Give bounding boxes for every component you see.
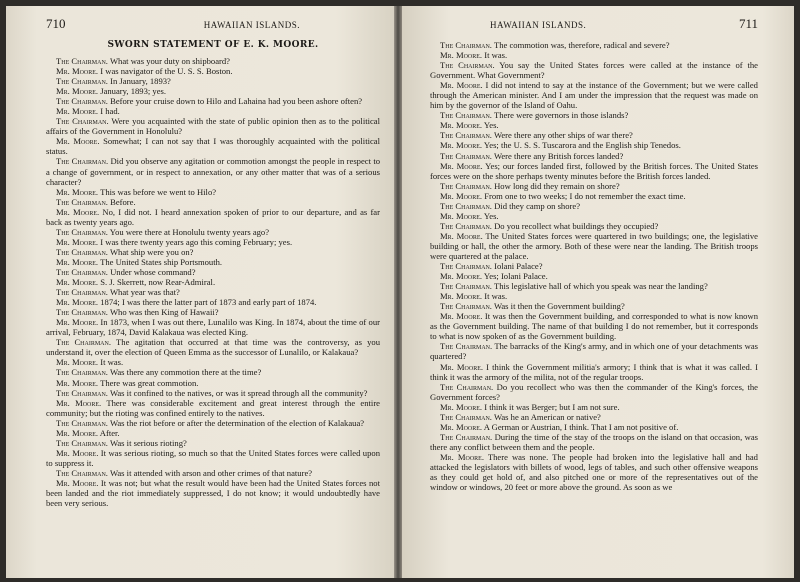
- testimony-text: I was there twenty years ago this coming February; yes.: [98, 236, 293, 247]
- testimony-text: I think it was Berger; but I am not sure.: [482, 401, 620, 412]
- testimony-text: A German or Austrian, I think. That I am not positive of.: [482, 421, 679, 432]
- testimony-text: In 1873, when I was out there, Lunalilo was King. In 1874, about the time of our arrival, February, 1874, David Kalakaua was elected King.: [46, 317, 380, 338]
- speaker-label: Mr. Moore.: [440, 50, 483, 61]
- right-page-number: 711: [738, 16, 758, 31]
- testimony-paragraph: [46, 448, 380, 468]
- left-running-head: [46, 16, 380, 32]
- testimony-text: Was he an American or native?: [491, 411, 601, 422]
- testimony-text: Was it then the Government building?: [491, 301, 625, 312]
- testimony-text: It was serious rioting, so much so that the United States forces were called upon to suppress it.: [46, 447, 380, 468]
- testimony-paragraph: [430, 80, 758, 110]
- testimony-text: The commotion was, therefore, radical and severe?: [491, 40, 670, 50]
- testimony-paragraph: [46, 56, 380, 66]
- speaker-label: The Chairman.: [56, 246, 108, 257]
- testimony-paragraph: [430, 422, 758, 432]
- testimony-paragraph: [430, 120, 758, 130]
- speaker-label: The Chairman.: [56, 116, 109, 127]
- testimony-paragraph: [430, 50, 758, 60]
- testimony-text: There were governors in those islands?: [491, 110, 629, 121]
- speaker-label: The Chairman.: [440, 200, 492, 211]
- speaker-label: The Chairman.: [56, 76, 108, 87]
- testimony-text: Do you recollect what buildings they occupied?: [491, 220, 659, 231]
- speaker-label: Mr. Moore.: [56, 447, 99, 458]
- speaker-label: Mr. Moore.: [56, 357, 99, 368]
- testimony-paragraph: [430, 291, 758, 301]
- speaker-label: Mr. Moore.: [440, 451, 484, 462]
- testimony-paragraph: [430, 191, 758, 201]
- testimony-paragraph: [46, 257, 380, 267]
- testimony-paragraph: [46, 337, 380, 357]
- speaker-label: Mr. Moore.: [440, 80, 483, 91]
- testimony-paragraph: [46, 307, 380, 317]
- testimony-text: Before.: [107, 196, 136, 207]
- testimony-text: From one to two weeks; I do not remember the exact time.: [482, 190, 686, 201]
- speaker-label: Mr. Moore.: [56, 136, 100, 147]
- testimony-text: It was.: [482, 50, 508, 61]
- speaker-label: The Chairman.: [440, 341, 493, 352]
- testimony-text: I think the Government militia's armory; I think that is what it was called. I think it was the armory of the milita, not of the regular troops.: [430, 361, 758, 382]
- speaker-label: Mr. Moore.: [56, 256, 99, 267]
- testimony-text: Yes; Iolani Palace.: [482, 271, 548, 282]
- testimony-text: During the time of the stay of the troops on the island on that occasion, was there any conflict between them and the people.: [430, 431, 758, 452]
- testimony-paragraph: [46, 66, 380, 76]
- left-page: [6, 6, 394, 578]
- testimony-paragraph: [46, 136, 380, 156]
- testimony-text: January, 1893; yes.: [98, 86, 167, 97]
- testimony-text: Do you recollect who was then the commander of the King's forces, the Government forces?: [430, 381, 758, 402]
- testimony-paragraph: [430, 151, 758, 161]
- testimony-paragraph: [46, 227, 380, 237]
- testimony-text: After.: [98, 427, 120, 438]
- testimony-paragraph: [430, 181, 758, 191]
- testimony-paragraph: [46, 388, 380, 398]
- testimony-text: I did not intend to say at the instance of the Government; but we were called through the American minister. And I am under the impression that the request was made on him by the governor of the Island of Oahu.: [430, 80, 758, 111]
- testimony-paragraph: [46, 187, 380, 197]
- speaker-label: Mr. Moore.: [440, 361, 484, 372]
- testimony-text: Yes.: [482, 210, 499, 221]
- testimony-paragraph: [430, 311, 758, 341]
- speaker-label: Mr. Moore.: [440, 210, 483, 221]
- testimony-paragraph: [430, 40, 758, 50]
- testimony-text: Under whose command?: [107, 266, 196, 277]
- testimony-paragraph: [46, 287, 380, 297]
- testimony-text: It was.: [482, 291, 508, 302]
- testimony-text: Were there any British forces landed?: [491, 150, 624, 161]
- testimony-text: Did they camp on shore?: [491, 200, 581, 211]
- speaker-label: Mr. Moore.: [440, 190, 483, 201]
- testimony-text: Was there any commotion there at the time?: [107, 367, 262, 378]
- testimony-paragraph: [46, 378, 380, 388]
- speaker-label: The Chairman.: [56, 156, 109, 167]
- left-running-title: HAWAIIAN ISLANDS.: [203, 20, 300, 30]
- speaker-label: Mr. Moore.: [440, 421, 483, 432]
- testimony-paragraph: [430, 362, 758, 382]
- testimony-text: Was it confined to the natives, or was it spread through all the community?: [107, 387, 368, 398]
- speaker-label: The Chairman.: [440, 281, 492, 292]
- testimony-text: What ship were you on?: [107, 246, 194, 257]
- speaker-label: Mr. Moore.: [56, 236, 99, 247]
- testimony-text: It was.: [98, 357, 124, 368]
- testimony-text: The agitation that occurred at that time was the controversy, as you understand it, over the election of Queen Emma as the successor of Lunalilo, or Kalakaua?: [46, 337, 380, 358]
- speaker-label: Mr. Moore.: [56, 377, 99, 388]
- testimony-text: Did you observe any agitation or commotion amongst the people in respect to a change of government, or in respect to annexation, or any other matter that was of a serious character?: [46, 156, 380, 187]
- speaker-label: The Chairman.: [440, 411, 492, 422]
- testimony-text: I was navigator of the U. S. S. Boston.: [98, 66, 233, 77]
- speaker-label: The Chairman.: [440, 110, 492, 121]
- testimony-paragraph: [430, 201, 758, 211]
- speaker-label: Mr. Moore.: [440, 271, 483, 282]
- testimony-paragraph: [46, 116, 380, 136]
- speaker-label: The Chairman.: [440, 180, 492, 191]
- testimony-paragraph: [430, 60, 758, 80]
- testimony-paragraph: [430, 110, 758, 120]
- testimony-text: This was before we went to Hilo?: [98, 186, 217, 197]
- speaker-label: The Chairman.: [440, 381, 494, 392]
- testimony-paragraph: [46, 478, 380, 508]
- testimony-paragraph: [430, 140, 758, 150]
- testimony-text: It was not; but what the result would have been had the United States forces not been landed and the riot immediately suppressed, I do not know; it would undoubtedly have been very serious.: [46, 477, 380, 509]
- testimony-paragraph: [430, 382, 758, 402]
- testimony-paragraph: [46, 86, 380, 96]
- testimony-paragraph: [46, 277, 380, 287]
- testimony-paragraph: [46, 106, 380, 116]
- testimony-text: There was none. The people had broken into the legislative hall and had attacked the legislators with billets of wood, legs of tables, and such other offensive weapons as they could get hold of, and also pitched one or more of the representatives out of the window or windows, 20 feet or more above the ground. As soon as we: [430, 451, 758, 493]
- testimony-text: Before your cruise down to Hilo and Lahaina had you been ashore often?: [107, 96, 363, 107]
- testimony-text: Was it attended with arson and other crimes of that nature?: [107, 467, 313, 478]
- testimony-paragraph: [430, 271, 758, 281]
- speaker-label: Mr. Moore.: [440, 160, 483, 171]
- testimony-text: Were there any other ships of war there?: [491, 130, 633, 141]
- testimony-paragraph: [46, 156, 380, 186]
- testimony-paragraph: [46, 237, 380, 247]
- right-running-title: HAWAIIAN ISLANDS.: [490, 20, 587, 30]
- testimony-text: What was your duty on shipboard?: [107, 56, 230, 66]
- speaker-label: Mr. Moore.: [56, 477, 99, 488]
- speaker-label: Mr. Moore.: [440, 401, 483, 412]
- testimony-text: No, I did not. I heard annexation spoken of prior to our departure, and as far back as twenty years ago.: [46, 206, 380, 227]
- testimony-paragraph: [430, 341, 758, 361]
- left-page-text: [46, 56, 380, 508]
- right-running-head: [430, 16, 758, 32]
- speaker-label: The Chairman.: [440, 431, 493, 442]
- speaker-label: The Chairman.: [56, 56, 108, 66]
- speaker-label: The Chairman.: [440, 220, 492, 231]
- testimony-text: Yes; the U. S. S. Tuscarora and the English ship Tenedos.: [482, 140, 681, 151]
- testimony-paragraph: [430, 231, 758, 261]
- speaker-label: Mr. Moore.: [56, 277, 99, 288]
- testimony-text: You say the United States forces were called at the instance of the Government. What Government?: [430, 60, 758, 81]
- testimony-paragraph: [430, 161, 758, 181]
- speaker-label: Mr. Moore.: [440, 230, 483, 241]
- testimony-text: Was the riot before or after the determination of the election of Kalakaua?: [107, 417, 365, 428]
- testimony-paragraph: [46, 428, 380, 438]
- speaker-label: The Chairman.: [56, 337, 111, 348]
- testimony-text: Somewhat; I can not say that I was thoroughly acquainted with the political status.: [46, 136, 380, 157]
- book-gutter: [394, 6, 402, 578]
- testimony-paragraph: [46, 357, 380, 367]
- speaker-label: Mr. Moore.: [56, 186, 99, 197]
- testimony-paragraph: [430, 412, 758, 422]
- section-title: SWORN STATEMENT OF E. K. MOORE.: [107, 40, 319, 50]
- speaker-label: The Chairman.: [56, 266, 108, 277]
- testimony-paragraph: [430, 432, 758, 452]
- testimony-paragraph: [46, 317, 380, 337]
- testimony-text: 1874; I was there the latter part of 1873 and early part of 1874.: [98, 297, 317, 308]
- testimony-paragraph: [46, 438, 380, 448]
- testimony-paragraph: [430, 301, 758, 311]
- speaker-label: The Chairman.: [56, 96, 108, 107]
- speaker-label: Mr. Moore.: [56, 297, 99, 308]
- testimony-text: There was considerable excitement and great interest through the entire community; but the rioting was confined entirely to the natives.: [46, 397, 380, 418]
- testimony-paragraph: [430, 211, 758, 221]
- testimony-paragraph: [430, 402, 758, 412]
- testimony-paragraph: [430, 261, 758, 271]
- testimony-text: In January, 1893?: [107, 76, 171, 87]
- testimony-text: It was then the Government building, and corresponded to what is now known as the Government building. The name of that building I do not remember, but it corresponds to what is now spoken of as the Government building.: [430, 311, 758, 342]
- testimony-paragraph: [46, 197, 380, 207]
- speaker-label: Mr. Moore.: [56, 206, 100, 217]
- testimony-paragraph: [430, 130, 758, 140]
- testimony-text: How long did they remain on shore?: [491, 180, 620, 191]
- speaker-label: Mr. Moore.: [440, 140, 483, 151]
- testimony-text: There was great commotion.: [98, 377, 199, 388]
- testimony-text: The United States ship Portsmouth.: [98, 256, 223, 267]
- testimony-text: Iolani Palace?: [491, 261, 543, 272]
- testimony-paragraph: [46, 418, 380, 428]
- left-page-number: 710: [46, 16, 66, 31]
- speaker-label: The Chairman.: [56, 367, 108, 378]
- right-page-text: [430, 40, 758, 492]
- speaker-label: Mr. Moore.: [56, 86, 99, 97]
- testimony-text: S. J. Skerrett, now Rear-Admiral.: [98, 277, 216, 288]
- testimony-paragraph: [46, 367, 380, 377]
- speaker-label: The Chairman.: [56, 387, 108, 398]
- testimony-paragraph: [430, 281, 758, 291]
- speaker-label: The Chairman.: [56, 287, 108, 298]
- testimony-text: I had.: [98, 106, 120, 117]
- testimony-text: Yes; our forces landed first, followed by the British forces. The United States forces were on the shore perhaps twenty minutes before the British forces landed.: [430, 160, 758, 181]
- testimony-paragraph: [46, 468, 380, 478]
- speaker-label: The Chairman.: [440, 261, 492, 272]
- testimony-paragraph: [46, 247, 380, 257]
- speaker-label: The Chairman.: [56, 467, 108, 478]
- speaker-label: The Chairman.: [440, 40, 492, 50]
- speaker-label: Mr. Moore.: [56, 427, 99, 438]
- speaker-label: The Chairman.: [56, 196, 108, 207]
- testimony-paragraph: [46, 267, 380, 277]
- speaker-label: The Chairman.: [440, 150, 492, 161]
- right-page: [402, 6, 794, 578]
- testimony-text: Were you acquainted with the state of public opinion then as to the political affairs of the Government in Honolulu?: [46, 116, 380, 137]
- speaker-label: Mr. Moore.: [440, 291, 483, 302]
- speaker-label: Mr. Moore.: [56, 106, 99, 117]
- speaker-label: The Chairman.: [440, 60, 495, 71]
- speaker-label: Mr. Moore.: [56, 397, 102, 408]
- speaker-label: The Chairman.: [56, 307, 108, 318]
- testimony-paragraph: [46, 207, 380, 227]
- speaker-label: Mr. Moore.: [56, 66, 99, 77]
- testimony-text: Yes.: [482, 120, 499, 131]
- testimony-paragraph: [430, 452, 758, 492]
- speaker-label: The Chairman.: [56, 437, 108, 448]
- speaker-label: Mr. Moore.: [440, 311, 483, 322]
- speaker-label: Mr. Moore.: [440, 120, 483, 131]
- speaker-label: The Chairman.: [56, 226, 108, 237]
- testimony-paragraph: [46, 76, 380, 86]
- speaker-label: The Chairman.: [440, 301, 492, 312]
- testimony-paragraph: [46, 96, 380, 106]
- testimony-text: You were there at Honolulu twenty years ago?: [107, 226, 270, 237]
- testimony-paragraph: [430, 221, 758, 231]
- speaker-label: The Chairman.: [440, 130, 492, 141]
- testimony-paragraph: [46, 297, 380, 307]
- speaker-label: Mr. Moore.: [56, 317, 99, 328]
- testimony-text: The United States forces were quartered in two buildings; one, the legislative building or hall, the other the armory. Both of these were near the landing. The British troops were quartered at the palace.: [430, 230, 758, 261]
- testimony-text: The barracks of the King's army, and in which one of your detachments was quartered?: [430, 341, 758, 362]
- testimony-text: What year was that?: [107, 287, 180, 298]
- speaker-label: The Chairman.: [56, 417, 108, 428]
- testimony-paragraph: [46, 398, 380, 418]
- testimony-text: Who was then King of Hawaii?: [107, 307, 219, 318]
- testimony-text: Was it serious rioting?: [107, 437, 187, 448]
- testimony-text: This legislative hall of which you speak was near the landing?: [491, 281, 708, 292]
